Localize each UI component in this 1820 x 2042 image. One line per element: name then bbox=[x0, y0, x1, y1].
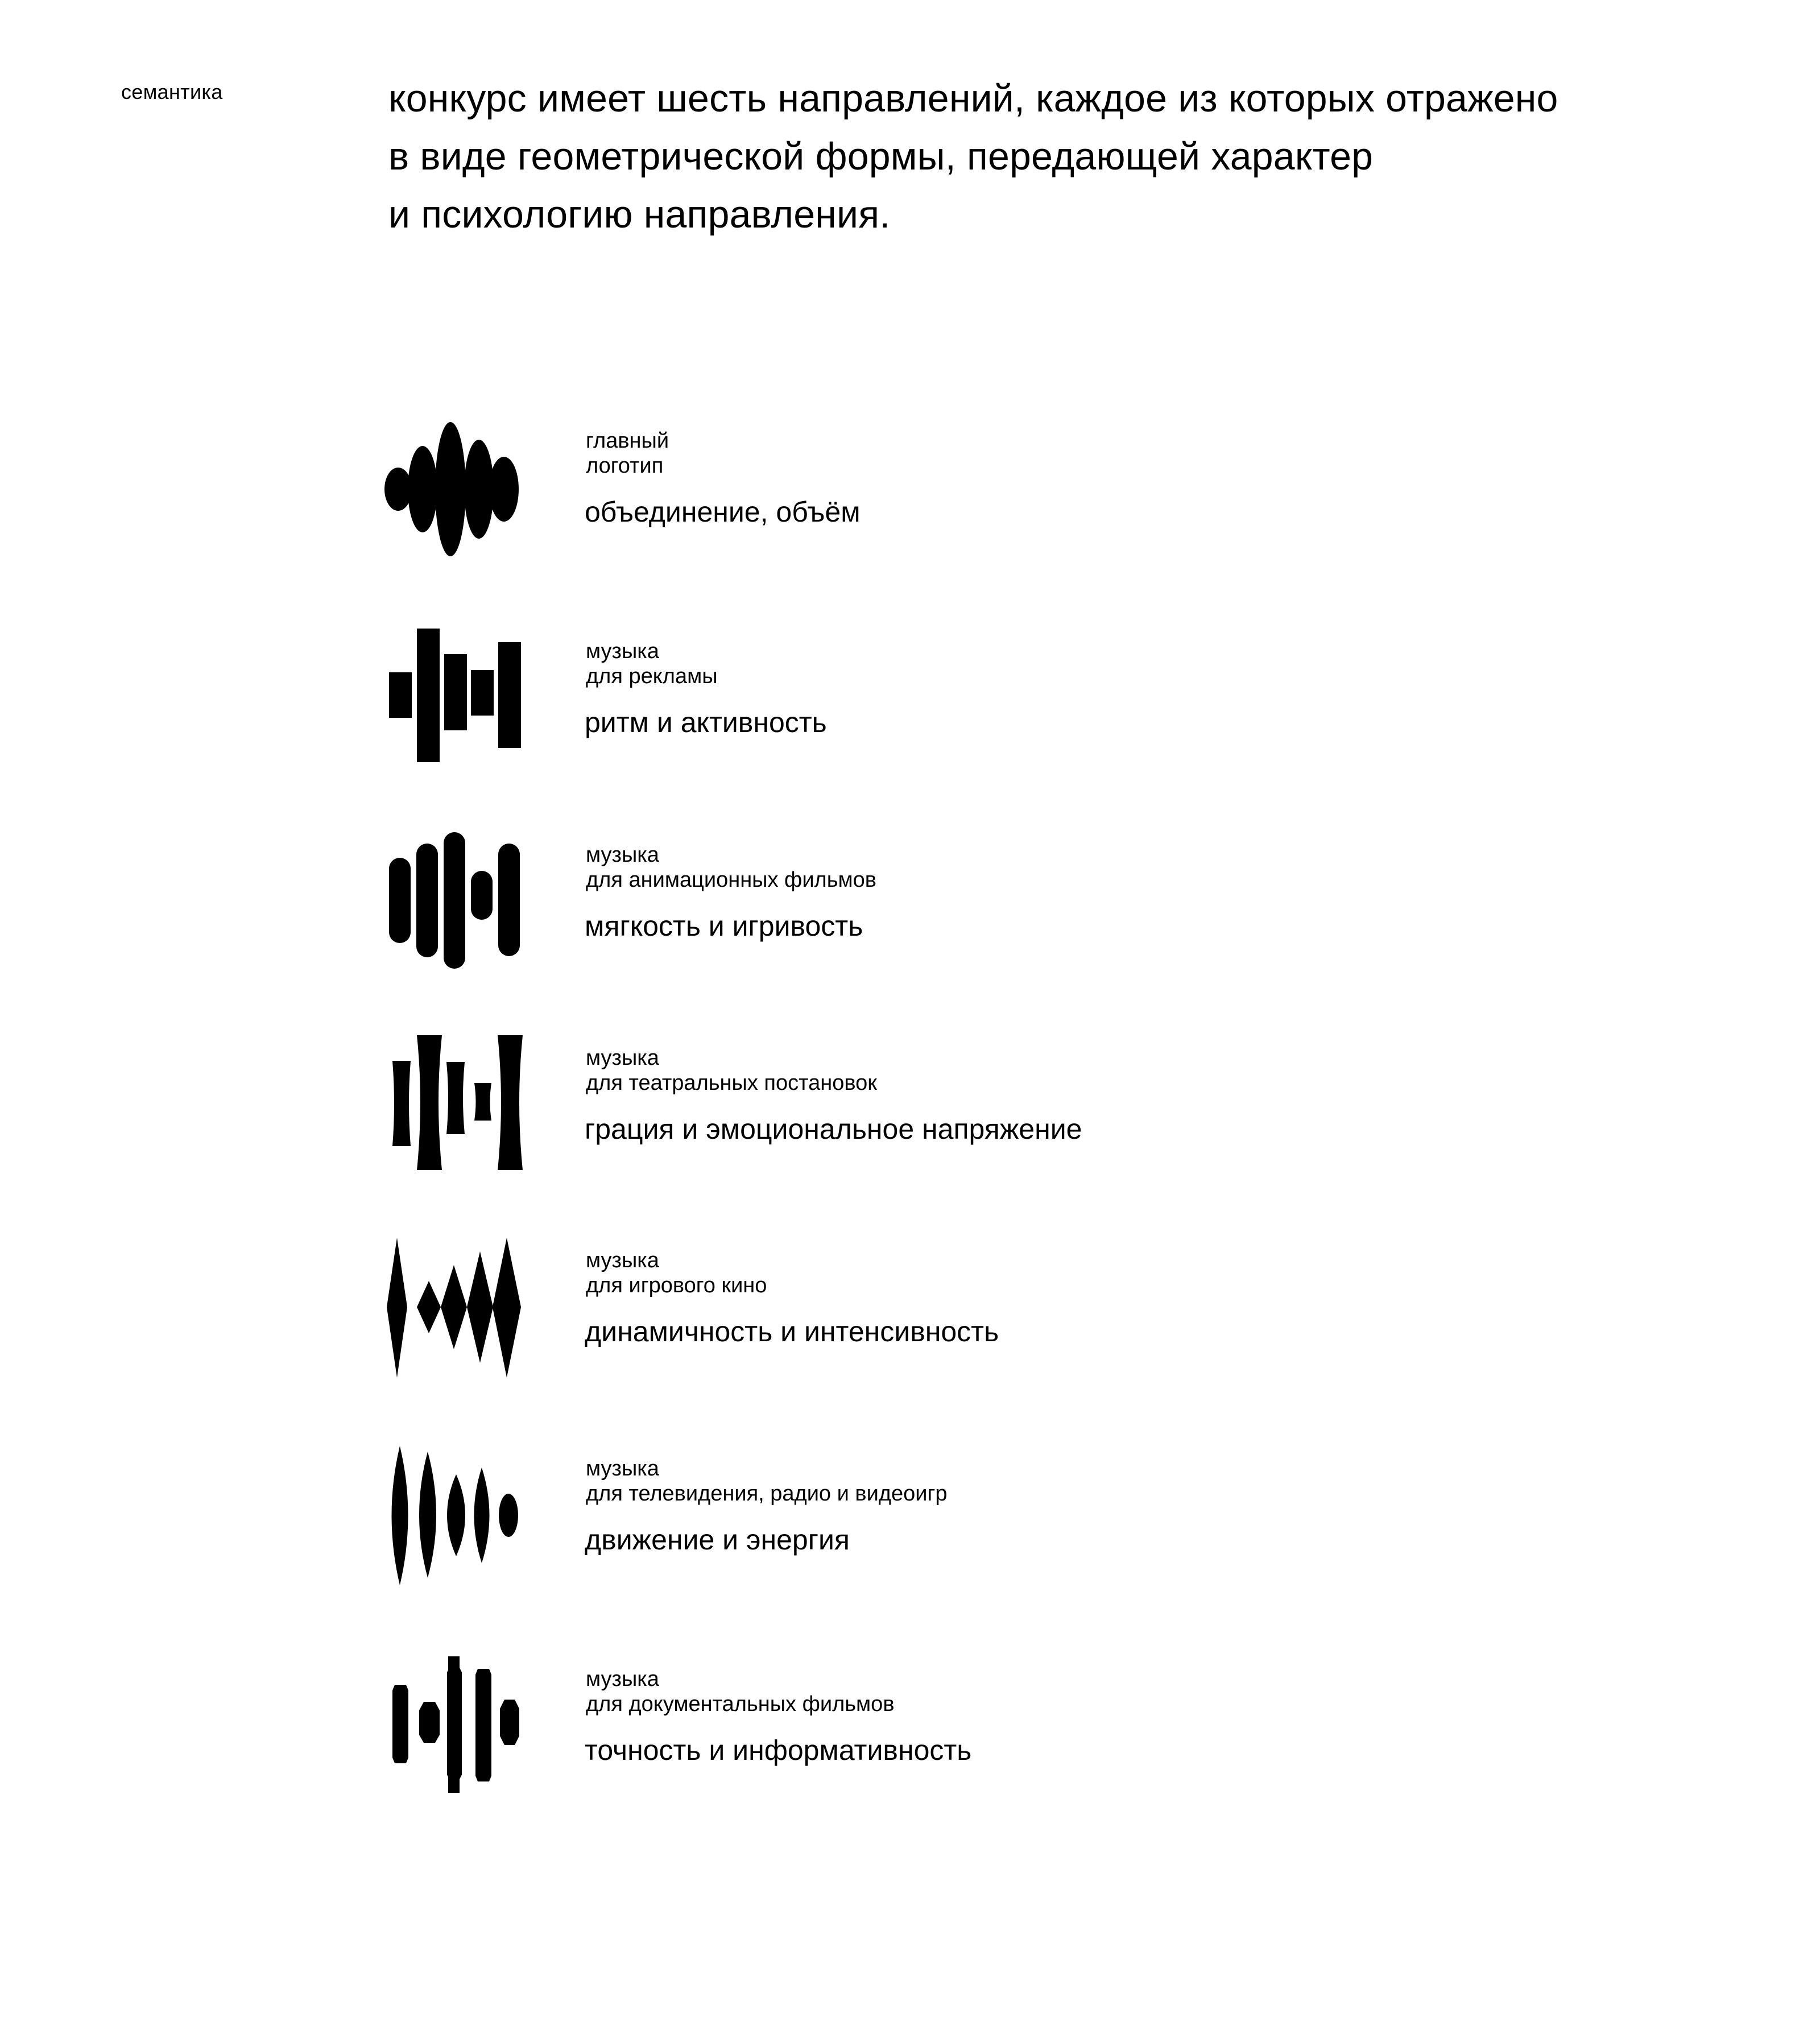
title-line: для игрового кино bbox=[586, 1274, 767, 1297]
title-line: музыка bbox=[586, 1667, 659, 1691]
intro-line: в виде геометрической формы, передающей характер bbox=[388, 135, 1374, 178]
diamonds-icon bbox=[381, 1238, 529, 1386]
main-logo-icon bbox=[381, 418, 529, 566]
direction-meaning: точность и информативность bbox=[585, 1734, 972, 1766]
direction-meaning: объединение, объём bbox=[585, 496, 861, 528]
direction-title bbox=[586, 1248, 767, 1298]
direction-title bbox=[586, 639, 718, 689]
direction-meaning: ритм и активность bbox=[585, 706, 827, 738]
lenses-icon bbox=[381, 1446, 529, 1594]
direction-title bbox=[586, 428, 669, 478]
title-line: музыка bbox=[586, 1249, 659, 1272]
title-line: музыка bbox=[586, 1046, 659, 1070]
direction-title bbox=[586, 1667, 895, 1717]
intro-line: и психологию направления. bbox=[388, 193, 891, 236]
direction-animation bbox=[381, 832, 1291, 980]
direction-advertising bbox=[381, 629, 1291, 776]
direction-tv-radio-games bbox=[381, 1446, 1291, 1594]
direction-theatre bbox=[381, 1035, 1291, 1183]
title-line: для анимационных фильмов bbox=[586, 868, 876, 892]
title-line: музыка bbox=[586, 843, 659, 867]
title-line: главный bbox=[586, 429, 669, 453]
direction-meaning: движение и энергия bbox=[585, 1524, 850, 1556]
direction-meaning: мягкость и игривость bbox=[585, 910, 863, 942]
direction-title bbox=[586, 1456, 947, 1506]
direction-title bbox=[586, 1045, 877, 1096]
rounded-bars-icon bbox=[381, 832, 529, 980]
title-line: для рекламы bbox=[586, 664, 718, 688]
section-label: семантика bbox=[121, 80, 223, 104]
title-line: для телевидения, радио и видеоигр bbox=[586, 1482, 948, 1506]
direction-feature-film bbox=[381, 1238, 1291, 1386]
title-line: музыка bbox=[586, 1457, 659, 1481]
title-line: музыка bbox=[586, 639, 659, 663]
concave-bars-icon bbox=[381, 1035, 529, 1183]
direction-main-logo bbox=[381, 418, 1291, 566]
direction-meaning: грация и эмоциональное напряжение bbox=[585, 1113, 1082, 1145]
intro-line: конкурс имеет шесть направлений, каждое из которых отражено bbox=[388, 77, 1558, 120]
title-line: для документальных фильмов bbox=[586, 1692, 895, 1716]
direction-meaning: динамичность и интенсивность bbox=[585, 1316, 999, 1347]
intro-text bbox=[388, 69, 1725, 243]
hexagon-bars-icon bbox=[381, 1656, 529, 1804]
title-line: логотип bbox=[586, 454, 664, 478]
direction-documentary bbox=[381, 1656, 1291, 1804]
title-line: для театральных постановок bbox=[586, 1071, 877, 1095]
direction-title bbox=[586, 842, 876, 892]
rectangles-icon bbox=[381, 629, 529, 776]
